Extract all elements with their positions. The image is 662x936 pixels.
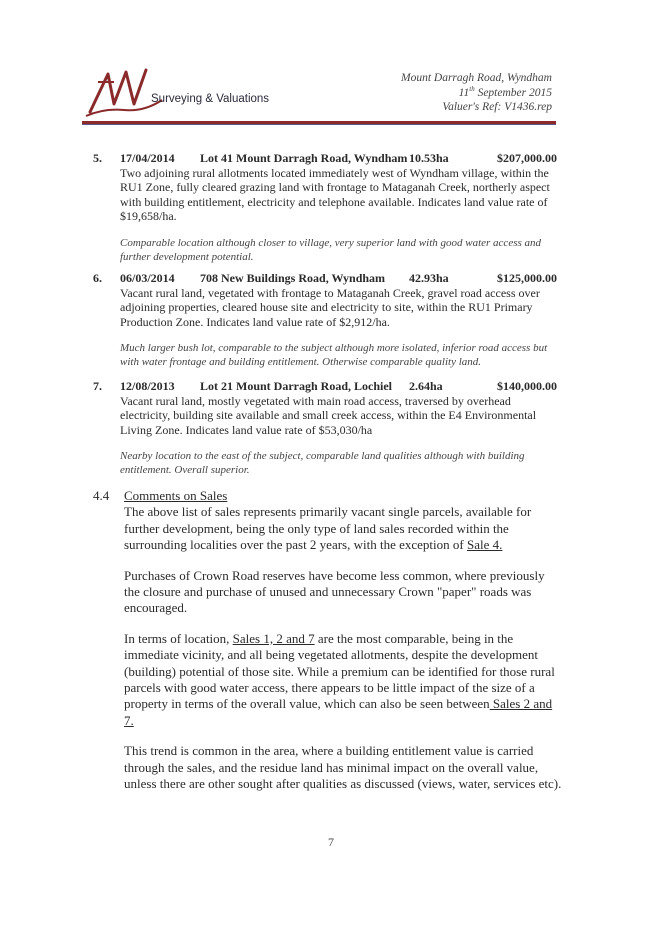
sale-heading <box>93 151 563 166</box>
header-rule-under <box>82 124 556 125</box>
sale-area: 42.93ha <box>409 271 449 285</box>
sale-address: Lot 21 Mount Darragh Road, Lochiel <box>200 379 392 393</box>
sale-area: 10.53ha <box>409 151 449 165</box>
sale-4-reference: Sale 4. <box>466 537 503 553</box>
sale-price: $125,000.00 <box>497 271 557 285</box>
sale-number: 7. <box>93 379 102 393</box>
sales-2-7-reference: Sales 2 and 7. <box>124 696 553 728</box>
sale-address: 708 New Buildings Road, Wyndham <box>200 271 386 285</box>
comments-on-sales-section <box>93 488 563 807</box>
section-number: 4.4 <box>93 488 110 503</box>
page-number: 7 <box>328 835 334 849</box>
logo-text: Surveying & Valuations <box>151 93 270 105</box>
sale-price: $207,000.00 <box>497 151 557 165</box>
sale-price: $140,000.00 <box>497 379 557 393</box>
sale-number: 6. <box>93 271 102 285</box>
sale-entry-6 <box>93 271 563 369</box>
sale-comment: Much larger bush lot, comparable to the subject although more isolated, inferior road access but with water frontage and building entitlement. Otherwise comparable quality land. <box>120 342 548 369</box>
sale-description: Vacant rural land, vegetated with frontage to Mataganah Creek, gravel road access over adjoining properties, cleared house site and electricity to site, within the RU1 Primary Production Zone. Indicates land value rate of $2,912/ha. <box>120 286 540 329</box>
company-logo <box>84 64 284 120</box>
header-address: Mount Darragh Road, Wyndham <box>401 72 552 84</box>
sale-date: 17/04/2014 <box>120 151 175 165</box>
sale-heading <box>93 379 563 394</box>
sale-description: Two adjoining rural allotments located immediately west of Wyndham village, within the RU1 Zone, fully cleared grazing land with frontage to Mataganah Creek, northerly aspect with building entitlement, electricity and telephone available. Indicates land value rate of $19,658/ha. <box>120 166 550 224</box>
logo-mark-icon <box>84 64 164 120</box>
sales-1-2-7-reference: Sales 1, 2 and 7 <box>232 630 315 646</box>
sale-description: Vacant rural land, mostly vegetated with main road access, traversed by overhead electricity, building site available and small creek access, within the E4 Environmental Living Zone. Indicates land value rate of $53,030/ha <box>120 394 537 437</box>
sale-date: 12/08/2013 <box>120 379 175 393</box>
sale-entry-7 <box>93 379 563 477</box>
paragraph-2: Purchases of Crown Road reserves have become less common, where previously the closure and purchase of unused and unnecessary Crown "paper" roads was encouraged. <box>124 567 545 616</box>
paragraph-3: In terms of location, Sales 1, 2 and 7 are the most comparable, being in the immediate vicinity, and all being vegetated allotments, despite the development (building) potential of those site. While a premium can be identified for those rural parcels with good water access, there appears to be little impact of the size of a property in terms of the overall value, which can also be seen between Sales 2 and 7. <box>124 630 555 728</box>
sale-comment: Comparable location although closer to village, very superior land with good water access and further development potential. <box>120 236 542 263</box>
header-info <box>401 71 552 115</box>
sale-number: 5. <box>93 151 102 165</box>
sale-heading <box>93 271 563 286</box>
header-date: 11th September 2015 <box>458 84 552 99</box>
sale-comment: Nearby location to the east of the subject, comparable land qualities although with building entitlement. Overall superior. <box>120 450 525 477</box>
sale-entry-5 <box>93 151 563 264</box>
section-title: Comments on Sales <box>124 488 228 503</box>
paragraph-4: This trend is common in the area, where a building entitlement value is carried through the sales, and the residue land has minimal impact on the overall value, unless there are other sought after qualities as discussed (views, water, services etc). <box>124 743 562 792</box>
sale-address: Lot 41 Mount Darragh Road, Wyndham <box>200 151 408 165</box>
paragraph-1: The above list of sales represents primarily vacant single parcels, available for further development, being the only type of land sales recorded within the surrounding localities over the past 2 years, with the exception of Sale 4. <box>124 504 532 553</box>
sale-area: 2.64ha <box>409 379 443 393</box>
header-ref: Valuer's Ref: V1436.rep <box>442 101 552 113</box>
sale-date: 06/03/2014 <box>120 271 175 285</box>
